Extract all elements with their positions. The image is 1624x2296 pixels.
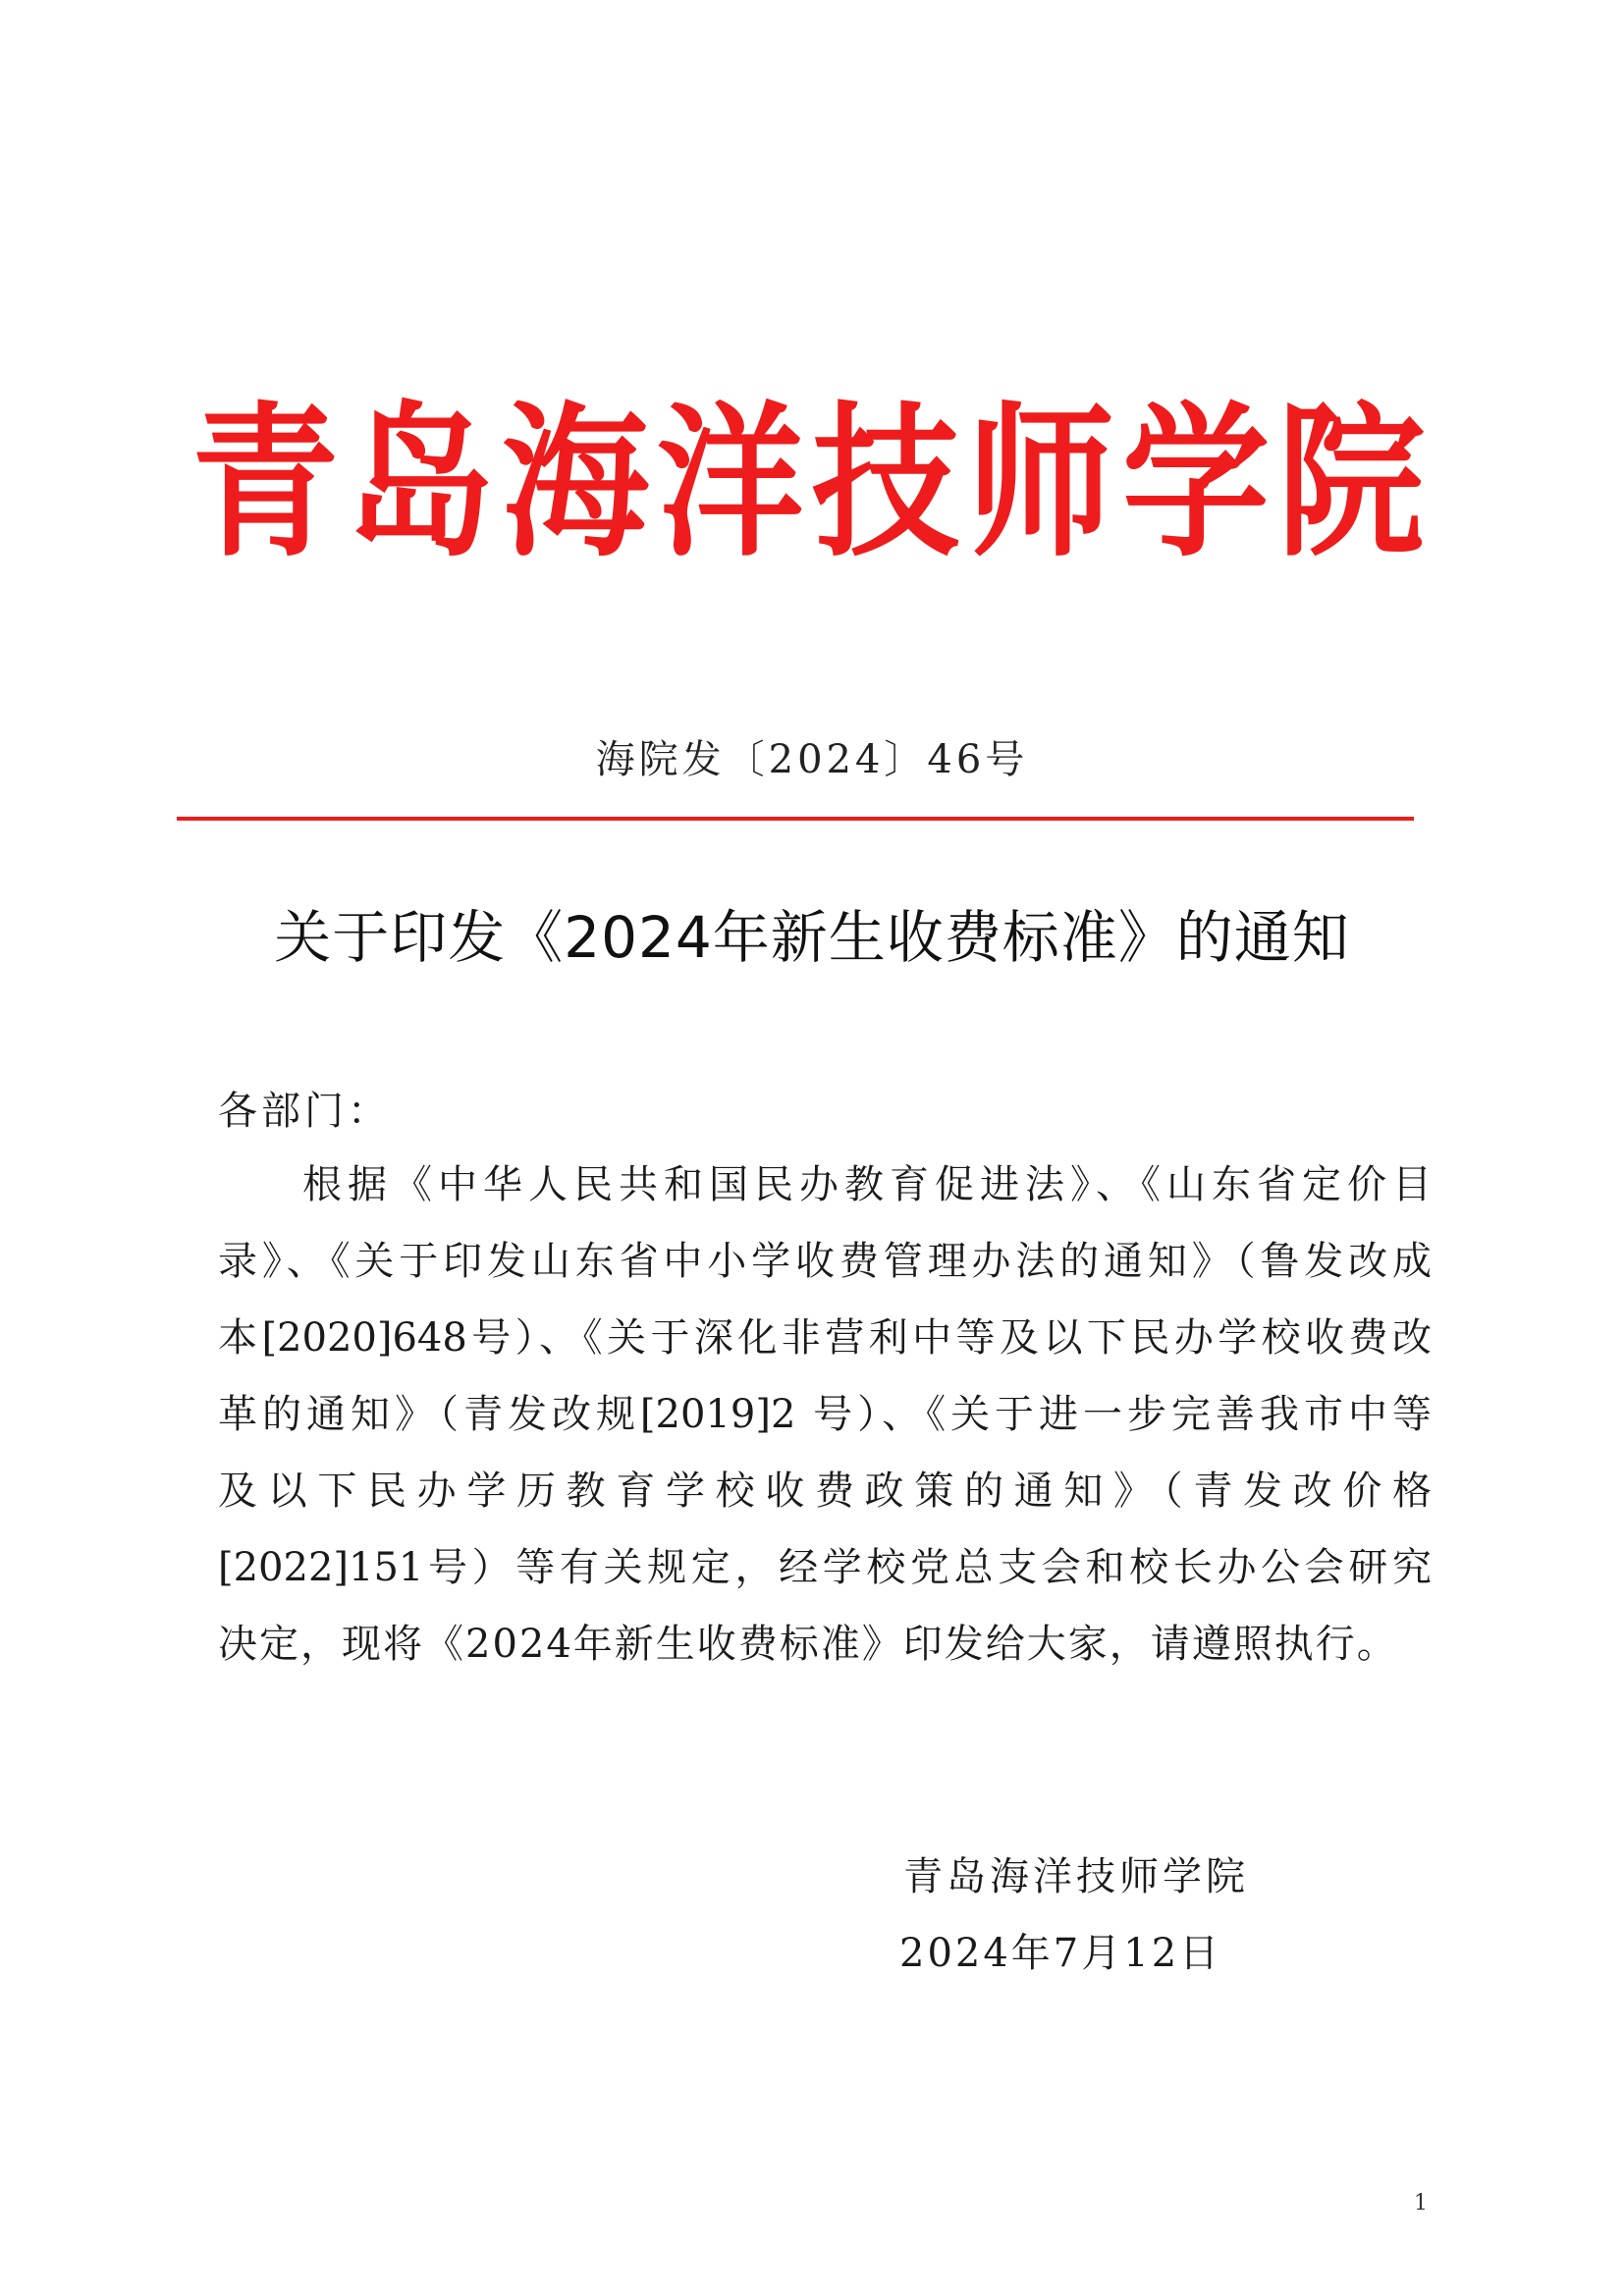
body-line: [2022]151号）等有关规定，经学校党总支会和校长办公会研究 <box>218 1545 1432 1590</box>
signature-organization: 青岛海洋技师学院 <box>903 1854 1249 1899</box>
body-line: 决定，现将《2024年新生收费标准》印发给大家，请遵照执行。 <box>218 1622 1398 1667</box>
page-number: 1 <box>1414 2191 1428 2216</box>
masthead-title: 青岛海洋技师学院 <box>190 388 1433 580</box>
red-divider-line <box>177 817 1414 821</box>
body-line: 根据《中华人民共和国民办教育促进法》、《山东省定价目 <box>302 1162 1432 1207</box>
body-line: 本[2020]648号）、《关于深化非营利中等及以下民办学校收费改 <box>218 1315 1432 1361</box>
body-line: 录》、《关于印发山东省中小学收费管理办法的通知》（鲁发改成 <box>218 1239 1432 1284</box>
body-line: 及以下民办学历教育学校收费政策的通知》（青发改价格 <box>218 1468 1432 1514</box>
body-line: 革的通知》（青发改规[2019]2 号）、《关于进一步完善我市中等 <box>218 1392 1432 1437</box>
salutation: 各部门： <box>218 1089 391 1134</box>
signature-date: 2024年7月12日 <box>899 1931 1222 1976</box>
notice-title: 关于印发《2024年新生收费标准》的通知 <box>274 904 1350 971</box>
document-number: 海院发〔2024〕46号 <box>595 737 1029 782</box>
notice-body <box>218 1147 1432 1682</box>
